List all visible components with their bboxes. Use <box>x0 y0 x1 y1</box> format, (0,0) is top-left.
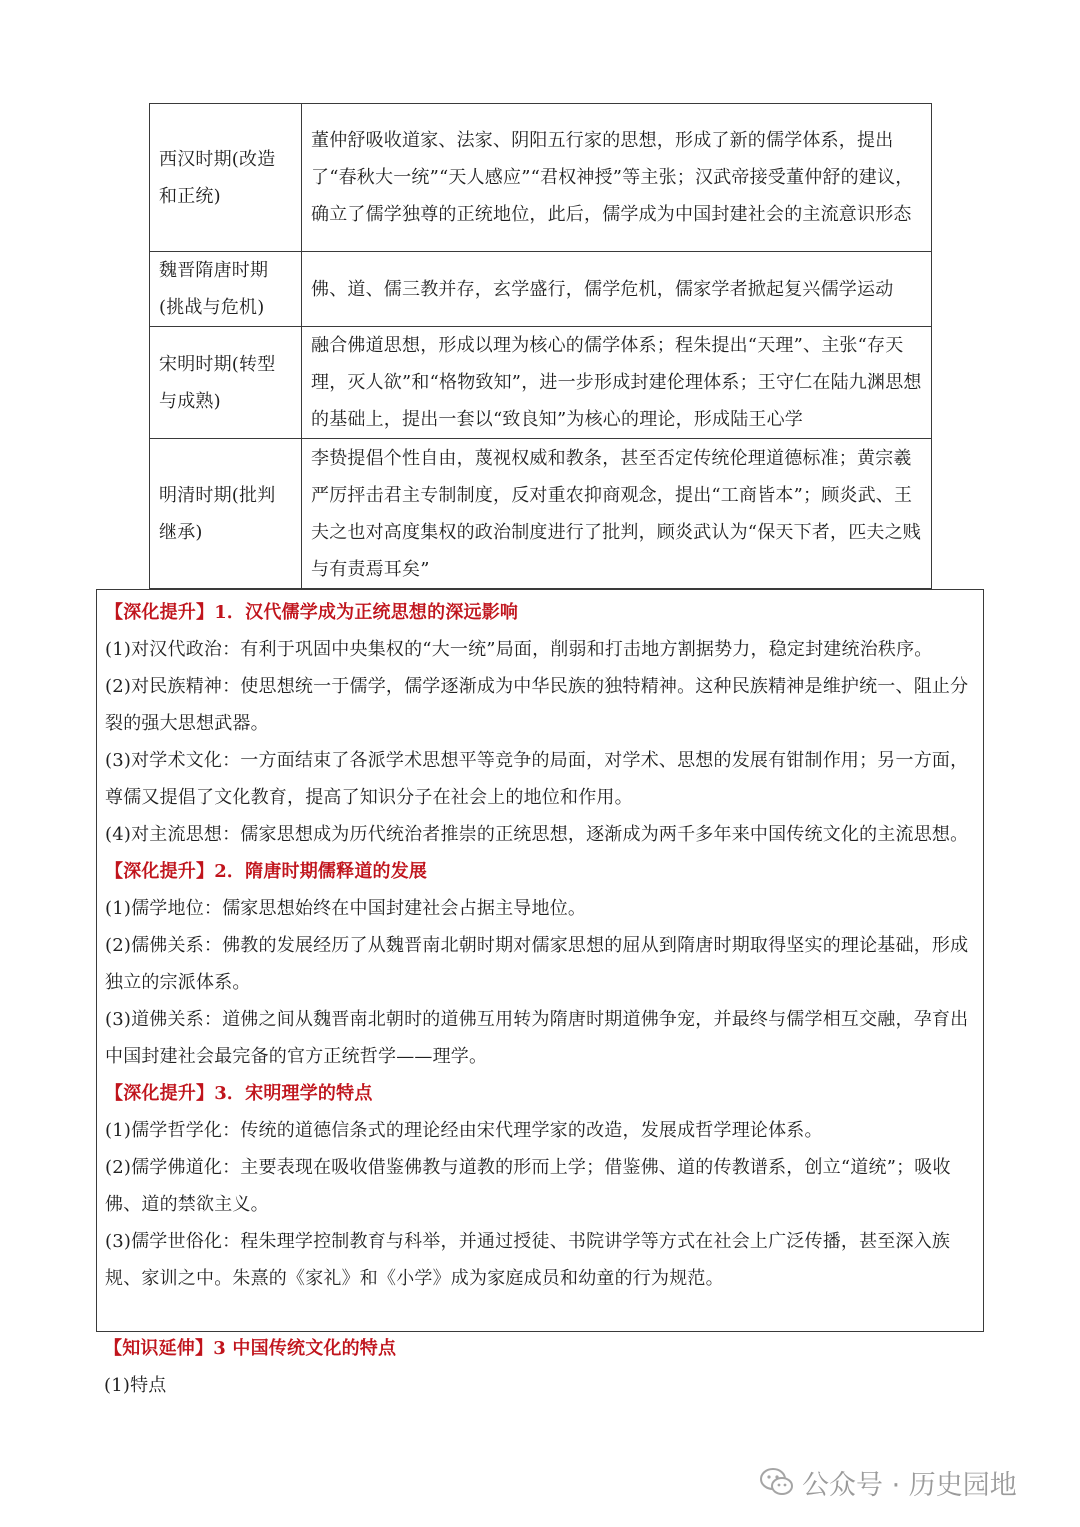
section-item: (2)儒学佛道化：主要表现在吸收借鉴佛教与道教的形而上学；借鉴佛、道的传教谱系，创立“道统”；吸收佛、道的禁欲主义。 <box>105 1157 951 1215</box>
section-heading: 【深化提升】3．宋明理学的特点 <box>105 1083 373 1104</box>
content-cell: 融合佛道思想，形成以理为核心的儒学体系；程朱提出“天理”、主张“存天理，灭人欲”和“格物致知”，进一步形成封建伦理体系；王守仁在陆九渊思想的基础上，提出一套以“致良知”为核心的理论，形成陆王心学 <box>302 327 932 439</box>
section-heading: 【深化提升】1．汉代儒学成为正统思想的深远影响 <box>105 602 519 623</box>
periods-table <box>149 103 932 589</box>
section-item: (3)道佛关系：道佛之间从魏晋南北朝时的道佛互用转为隋唐时期道佛争宠，并最终与儒学相互交融，孕育出中国封建社会最完备的官方正统哲学——理学。 <box>105 1009 969 1067</box>
watermark-text: 公众号 · 历史园地 <box>802 1469 1017 1501</box>
content-cell: 李贽提倡个性自由，蔑视权威和教条，甚至否定传统伦理道德标准；黄宗羲严厉抨击君主专制制度，反对重农抑商观念，提出“工商皆本”；顾炎武、王夫之也对高度集权的政治制度进行了批判，顾炎武认为“保天下者，匹夫之贱与有责焉耳矣” <box>302 439 932 589</box>
table-row <box>150 439 932 589</box>
period-cell: 宋明时期(转型与成熟) <box>150 327 302 439</box>
content-cell: 董仲舒吸收道家、法家、阴阳五行家的思想，形成了新的儒学体系，提出了“春秋大一统”“天人感应”“君权神授”等主张；汉武帝接受董仲舒的建议，确立了儒学独尊的正统地位，此后，儒学成为中国封建社会的主流意识形态 <box>302 104 932 252</box>
table-row <box>150 252 932 327</box>
period-cell: 西汉时期(改造和正统) <box>150 104 302 252</box>
section-item: (4)对主流思想：儒家思想成为历代统治者推崇的正统思想，逐渐成为两千多年来中国传统文化的主流思想。 <box>105 824 969 845</box>
section-item: (2)儒佛关系：佛教的发展经历了从魏晋南北朝时期对儒家思想的屈从到隋唐时期取得坚实的理论基础，形成独立的宗派体系。 <box>105 935 969 993</box>
deepening-panel <box>96 589 984 1332</box>
period-cell: 明清时期(批判继承) <box>150 439 302 589</box>
watermark <box>760 1462 1017 1502</box>
section-item: (3)对学术文化：一方面结束了各派学术思想平等竞争的局面，对学术、思想的发展有钳制作用；另一方面，尊儒又提倡了文化教育，提高了知识分子在社会上的地位和作用。 <box>105 750 969 808</box>
section-item: (2)对民族精神：使思想统一于儒学，儒学逐渐成为中华民族的独特精神。这种民族精神是维护统一、阻止分裂的强大思想武器。 <box>105 676 969 734</box>
section-item: (1)对汉代政治：有利于巩固中央集权的“大一统”局面，削弱和打击地方割据势力，稳定封建统治秩序。 <box>105 639 933 660</box>
extension-item: (1)特点 <box>104 1375 167 1396</box>
extension-heading: 【知识延伸】3 中国传统文化的特点 <box>104 1338 397 1359</box>
section-item: (3)儒学世俗化：程朱理学控制教育与科举，并通过授徒、书院讲学等方式在社会上广泛传播，甚至深入族规、家训之中。朱熹的《家礼》和《小学》成为家庭成员和幼童的行为规范。 <box>105 1231 951 1289</box>
period-cell: 魏晋隋唐时期(挑战与危机) <box>150 252 302 327</box>
section-item: (1)儒学地位：儒家思想始终在中国封建社会占据主导地位。 <box>105 898 587 919</box>
section-item: (1)儒学哲学化：传统的道德信条式的理论经由宋代理学家的改造，发展成哲学理论体系。 <box>105 1120 823 1141</box>
table-row <box>150 327 932 439</box>
table-row <box>150 104 932 252</box>
wechat-icon <box>760 1467 794 1497</box>
content-cell: 佛、道、儒三教并存，玄学盛行，儒学危机，儒家学者掀起复兴儒学运动 <box>302 252 932 327</box>
extension-section <box>104 1330 974 1404</box>
section-heading: 【深化提升】2．隋唐时期儒释道的发展 <box>105 861 428 882</box>
